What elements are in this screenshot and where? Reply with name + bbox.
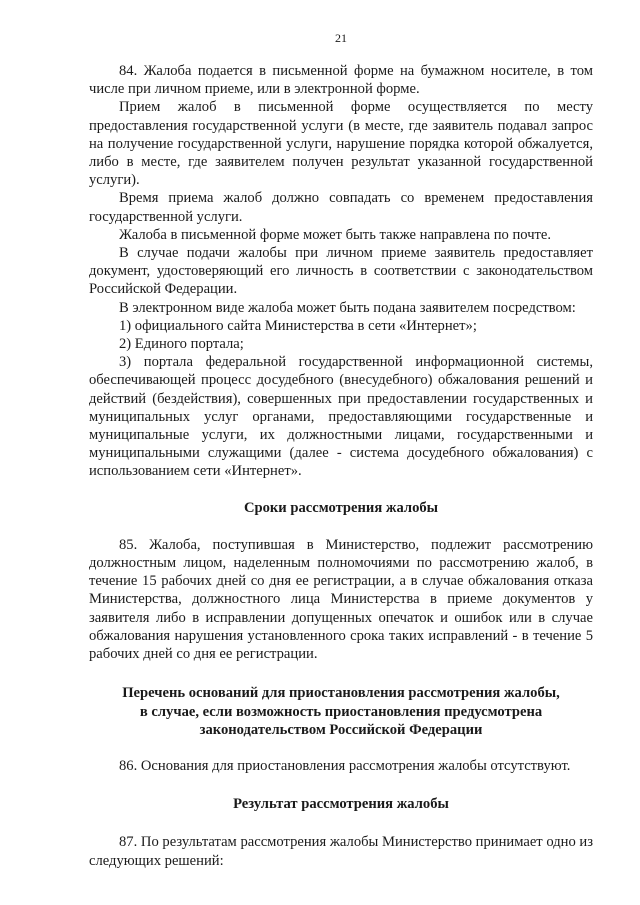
paragraph-pochta: Жалоба в письменной форме может быть также направлена по почте. (119, 226, 552, 243)
document-body (89, 62, 593, 870)
paragraph-vremya: Время приема жалоб должно совпадать со временем предоставления государственной услуги. (89, 190, 593, 225)
paragraph-lichnyi-priem: В случае подачи жалобы при личном приеме заявитель предоставляет документ, удостоверяющий его личность в соответствии с законодательством Российской Федерации. (89, 245, 593, 298)
page-number: 21 (335, 31, 347, 45)
paragraph-priem: Прием жалоб в письменной форме осуществляется по месту предоставления государственной услуги (в месте, где заявитель подавал запрос на получение государственной услуги, нарушение порядка которой обжалуется, либо в месте, где заявителем получен результат указанной государственной услуги). (89, 99, 593, 189)
list-item-2: 2) Единого портала; (119, 336, 244, 353)
heading-perechen (89, 684, 593, 739)
paragraph-84: 84. Жалоба подается в письменной форме на бумажном носителе, в том числе при личном приеме, или в электронной форме. (89, 63, 593, 98)
list-item-1: 1) официального сайта Министерства в сети «Интернет»; (119, 317, 477, 334)
paragraph-85: 85. Жалоба, поступившая в Министерство, подлежит рассмотрению должностным лицом, наделенным полномочиями по рассмотрению жалоб, в течение 15 рабочих дней со дня ее регистрации, а в случае обжалования отказа Министерства, должностного лица Министерства в приеме документов у заявителя либо в исправлении допущенных опечаток и ошибок или в случае обжалования нарушения установленного срока таких исправлений - в течение 5 рабочих дней со дня ее регистрации. (89, 536, 593, 663)
paragraph-electronic: В электронном виде жалоба может быть подана заявителем посредством: (119, 299, 576, 316)
heading-perechen-line-2: в случае, если возможность приостановления предусмотрена (139, 703, 543, 720)
list-item-3: 3) портала федеральной государственной информационной системы, обеспечивающей процесс досудебного (внесудебного) обжалования решений и действий (бездействия), совершенных при предоставлении государственных и муниципальных услуг органами, предоставляющими государственные и муниципальные услуги, их должностными лицами, государственными и муниципальными служащими (далее - система досудебного обжалования) с использованием сети «Интернет». (89, 354, 593, 480)
paragraph-86: 86. Основания для приостановления рассмотрения жалобы отсутствуют. (119, 757, 571, 774)
heading-rezultat: Результат рассмотрения жалобы (233, 796, 449, 813)
heading-perechen-line-3: законодательством Российской Федерации (199, 721, 483, 738)
paragraph-87: 87. По результатам рассмотрения жалобы Министерство принимает одно из следующих решений: (89, 834, 593, 869)
heading-sroki: Сроки рассмотрения жалобы (243, 499, 439, 516)
heading-perechen-line-1: Перечень оснований для приостановления рассмотрения жалобы, (122, 685, 560, 702)
